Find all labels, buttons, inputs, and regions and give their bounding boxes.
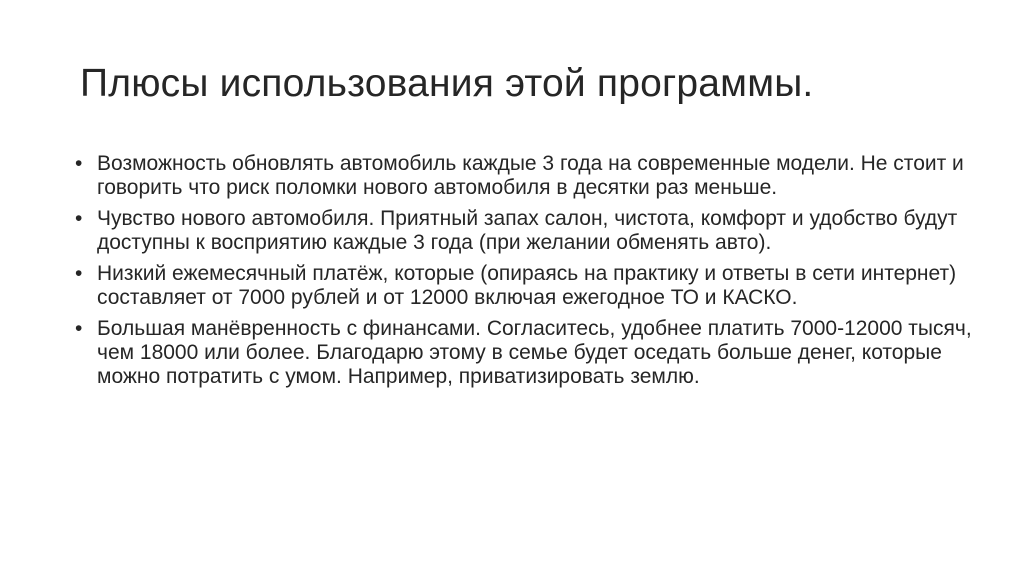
slide-title: Плюсы использования этой программы. xyxy=(80,62,814,105)
bullet-text: Большая манёвренность с финансами. Согласитесь, удобнее платить 7000-12000 тысяч, чем 18000 или более. Благодарю этому в семье будет оседать больше денег, которые можно потратить с умом. Например, приватизировать землю. xyxy=(97,317,972,388)
bullet-text: Низкий ежемесячный платёж, которые (опираясь на практику и ответы в сети интернет) составляет от 7000 рублей и от 12000 включая ежегодное ТО и КАСКО. xyxy=(97,262,957,309)
bullet-dot-icon: • xyxy=(75,207,83,230)
bullet-dot-icon: • xyxy=(75,317,83,340)
bullet-text: Чувство нового автомобиля. Приятный запах салон, чистота, комфорт и удобство будут доступны к восприятию каждые 3 года (при желании обменять авто). xyxy=(97,207,958,254)
bullet-item xyxy=(75,152,975,200)
bullet-dot-icon: • xyxy=(75,152,83,175)
bullet-item xyxy=(75,207,975,255)
bullet-item xyxy=(75,317,975,389)
bullet-dot-icon: • xyxy=(75,262,83,285)
bullet-item xyxy=(75,262,975,310)
bullet-text: Возможность обновлять автомобиль каждые 3 года на современные модели. Не стоит и говорить что риск поломки нового автомобиля в десятки раз меньше. xyxy=(97,152,964,199)
bullet-list xyxy=(75,152,975,396)
